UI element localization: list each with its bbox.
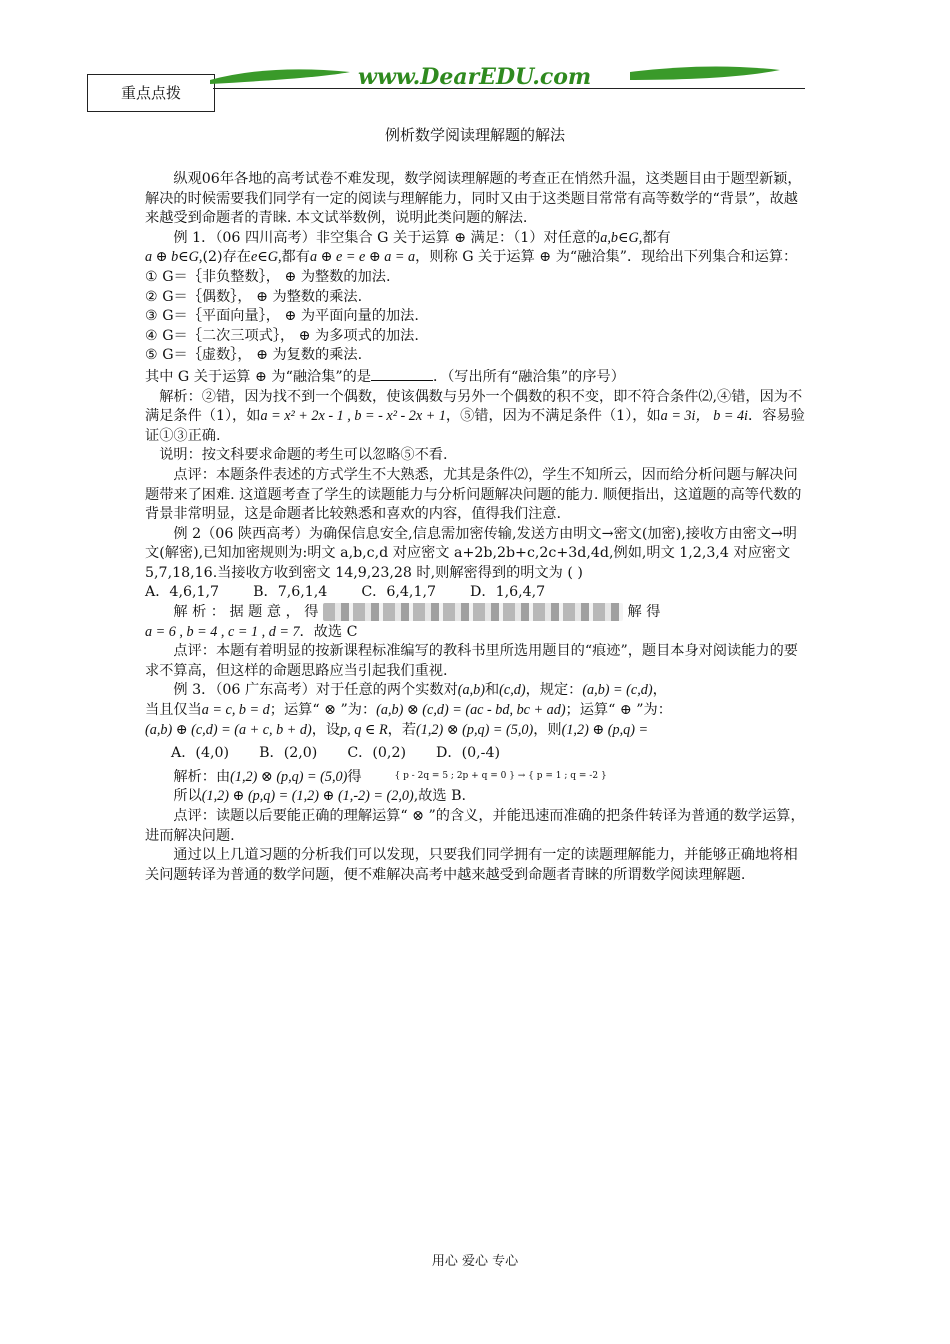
header-label: 重点点拨 [120, 84, 181, 102]
solution-3-line-2: 所以(1,2) ⊕ (p,q) = (1,2) ⊕ (1,-2) = (2,0),故选 B. [173, 788, 467, 805]
example-2-options [145, 583, 805, 603]
choice-b: B．(2,0) [259, 745, 318, 762]
page-footer: 用心 爱心 专心 [431, 1254, 519, 1269]
choice-d: D．(0,-4) [436, 745, 501, 762]
example-3-line-2: 当且仅当a = c, b = d；运算“ ⊗ ”为：(a,b) ⊗ (c,d) = (ac - bd, bc + ad)；运算“ ⊕ ”为： [145, 702, 672, 719]
equation-system-image [323, 603, 623, 621]
equation-system: { p - 2q = 5 ; 2p + q = 0 } → { p = 1 ; q = -2 } [394, 771, 607, 782]
header-label-box [87, 74, 215, 112]
example-1-line-1: 例 1．（06 四川高考）非空集合 G 关于运算 ⊕ 满足：（1）对任意的a,b∈G,都有 [173, 229, 671, 246]
choice-a: A．(4,0) [171, 745, 230, 762]
solution-1: 解析：②错，因为找不到一个偶数，使该偶数与另外一个偶数的积不变，即不符合条件⑵,④错，因为不满足条件（1），如a = x² + 2x - 1 , b = - x² - 2x + 1，⑤错，因为不满足条件（1），如a = 3i， b = 4i．容易验证①③正确. [145, 388, 805, 444]
comment-3: 点评：读题以后要能正确的理解运算“ ⊗ ”的含义，并能迅速而准确的把条件转译为普通的数学运算，进而解决问题. [145, 808, 805, 844]
choice-a: A．4,6,1,7 [145, 584, 220, 601]
solution-2-line-2: a = 6 , b = 4 , c = 1 , d = 7．故选 C [145, 623, 358, 640]
option-item: ④ G＝｛二次三项式｝， ⊕ 为多项式的加法. [145, 327, 419, 344]
choice-d: D．1,6,4,7 [470, 584, 546, 601]
option-item: ① G＝｛非负整数｝， ⊕ 为整数的加法. [145, 268, 391, 285]
example-3-line-1: 例 3．（06 广东高考）对于任意的两个实数对(a,b)和(c,d)，规定：(a,b) = (c,d)， [173, 682, 667, 699]
option-item: ③ G＝｛平面向量｝， ⊕ 为平面向量的加法. [145, 308, 419, 325]
note-1: 说明：按文科要求命题的考生可以忽略⑤不看. [159, 447, 448, 464]
solution-3-line-1: 解析：由(1,2) ⊗ (p,q) = (5,0)得 { p - 2q = 5 ; 2p + q = 0 } → { p = 1 ; q = -2 } [173, 768, 607, 785]
conclusion: 通过以上几道习题的分析我们可以发现，只要我们同学拥有一定的读题理解能力，并能够正确地将相关问题转译为普通的数学问题，便不难解决高考中越来越受到命题者青睐的所谓数学阅读理解题. [145, 847, 798, 883]
choice-c: C．6,4,1,7 [361, 584, 437, 601]
solution-2-line-1: 解 析 ： 据 题 意 ， 得 解 得 [173, 604, 661, 621]
example-2: 例 2（06 陕西高考）为确保信息安全,信息需加密传输,发送方由明文→密文(加密),接收方由密文→明文(解密),已知加密规则为:明文 a,b,c,d 对应密文 a+2b,2b+c,2c+3d,4d,例如,明文 1,2,3,4 对应密文 5,7,18,16.当接收方收到密文 14,9,23,28 时,则解密得到的明文为 ( ) [145, 525, 797, 581]
intro-paragraph: 纵观06年各地的高考试卷不难发现，数学阅读理解题的考查正在悄然升温，这类题目由于题型新颖，解决的时候需要我们同学有一定的阅读与理解能力，同时又由于这类题目常常有高等数学的“背景”，故越来越受到命题者的青睐. 本文试举数例，说明此类问题的解法. [145, 171, 802, 227]
document-title: 例析数学阅读理解题的解法 [384, 126, 565, 144]
dearedu-logo-banner [210, 58, 790, 94]
answer-blank [371, 366, 433, 381]
article-body [145, 170, 805, 885]
example-1-question: 其中 G 关于运算 ⊕ 为“融洽集”的是 ．（写出所有“融洽集”的序号） [145, 366, 805, 388]
choice-c: C．(0,2) [347, 745, 407, 762]
svg-text:www.DearEDU.com: www.DearEDU.com [358, 64, 592, 90]
comment-1: 点评：本题条件表述的方式学生不大熟悉，尤其是条件⑵，学生不知所云，因而给分析问题与解决问题带来了困难. 这道题考查了学生的读题能力与分析问题解决问题的能力. 顺便指出，这道题的高等代数的背景非常明显，这是命题者比较熟悉和喜欢的内容，值得我们注意. [145, 466, 802, 523]
example-1-line-2: a ⊕ b∈G,(2)存在e∈G,都有a ⊕ e = e ⊕ a = a，则称 G 关于运算 ⊕ 为“融洽集”．现给出下列集合和运算： [145, 249, 798, 266]
example-3-line-3: (a,b) ⊕ (c,d) = (a + c, b + d)，设p, q ∈ R，若(1,2) ⊗ (p,q) = (5,0)，则(1,2) ⊕ (p,q) = [145, 721, 649, 738]
example-3-options [145, 744, 805, 764]
option-item: ⑤ G＝｛虚数｝， ⊕ 为复数的乘法. [145, 347, 363, 364]
choice-b: B．7,6,1,4 [253, 584, 328, 601]
option-item: ② G＝｛偶数｝， ⊕ 为整数的乘法. [145, 288, 363, 305]
comment-2: 点评：本题有着明显的按新课程标准编写的教科书里所选用题目的“痕迹”，题目本身对阅读能力的要求不算高，但这样的命题思路应当引起我们重视. [145, 643, 798, 679]
